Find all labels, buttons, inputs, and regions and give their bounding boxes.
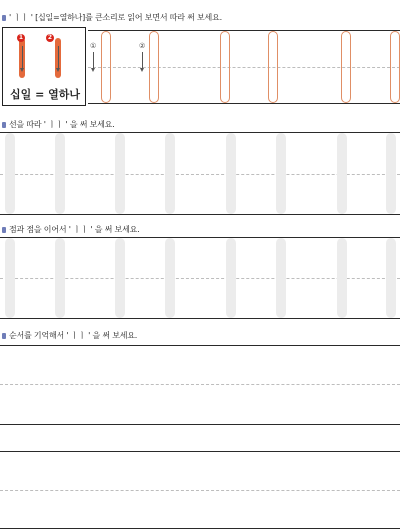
guide-stroke[interactable] (55, 133, 65, 214)
section1-instruction: ' ㅣㅣ ' [십일=열하나]를 큰소리로 읽어 보면서 따라 써 보세요. (2, 13, 222, 23)
arrow-head-icon (56, 68, 60, 72)
section2-instruction: 선을 따라 ' ㅣㅣ ' 을 써 보세요. (2, 120, 115, 130)
bullet-icon (2, 227, 6, 233)
section2-bottom-line (0, 214, 400, 215)
guide-stroke[interactable] (115, 238, 125, 318)
guide-stroke[interactable] (386, 133, 396, 214)
section4-row2-mid-dash (0, 490, 400, 491)
bullet-icon (2, 15, 6, 21)
model-caption: 십일 = 열하나 (9, 88, 80, 101)
guide-stroke[interactable] (386, 238, 396, 318)
guide-stroke[interactable] (55, 238, 65, 318)
section4-row2-top-line (0, 451, 400, 452)
stroke-number-1: 1 (18, 34, 24, 41)
bullet-icon (2, 333, 6, 339)
guide-stroke[interactable] (226, 238, 236, 318)
guide-stroke[interactable] (337, 133, 347, 214)
guide-stroke[interactable] (337, 238, 347, 318)
model-character-box (2, 27, 86, 106)
trace-arrow-2 (142, 52, 143, 68)
guide-stroke[interactable] (5, 133, 15, 214)
guide-stroke[interactable] (165, 238, 175, 318)
section4-instruction: 순서를 기억해서 ' ㅣㅣ ' 을 써 보세요. (2, 331, 137, 341)
trace-stroke[interactable] (101, 31, 111, 103)
arrow-head-icon (140, 68, 144, 72)
trace-arrow-1 (93, 52, 94, 68)
arrow-head-icon (91, 68, 95, 72)
stroke-arrow-1 (22, 46, 23, 68)
stroke-arrow-2 (58, 46, 59, 68)
trace-top-line (88, 30, 400, 31)
guide-stroke[interactable] (226, 133, 236, 214)
trace-stroke[interactable] (268, 31, 278, 103)
section4-row1-top-line (0, 345, 400, 346)
trace-stroke[interactable] (341, 31, 351, 103)
stroke-number-2: 2 (47, 34, 53, 41)
trace-mid-dash (88, 67, 400, 68)
section4-row2-bottom-line (0, 528, 400, 529)
trace-stroke[interactable] (390, 31, 400, 103)
bullet-icon (2, 122, 6, 128)
section3-instruction: 점과 점을 이어서 ' ㅣㅣ ' 을 써 보세요. (2, 225, 139, 235)
arrow-head-icon (20, 68, 24, 72)
circled-number-1: ① (90, 42, 97, 50)
guide-stroke[interactable] (276, 238, 286, 318)
guide-stroke[interactable] (165, 133, 175, 214)
section4-row1-bottom-line (0, 424, 400, 425)
guide-stroke[interactable] (276, 133, 286, 214)
guide-stroke[interactable] (5, 238, 15, 318)
trace-stroke[interactable] (149, 31, 159, 103)
section3-bottom-line (0, 318, 400, 319)
trace-stroke[interactable] (220, 31, 230, 103)
trace-bottom-line (88, 103, 400, 104)
guide-stroke[interactable] (115, 133, 125, 214)
circled-number-2: ② (139, 42, 146, 50)
section4-row1-mid-dash (0, 384, 400, 385)
